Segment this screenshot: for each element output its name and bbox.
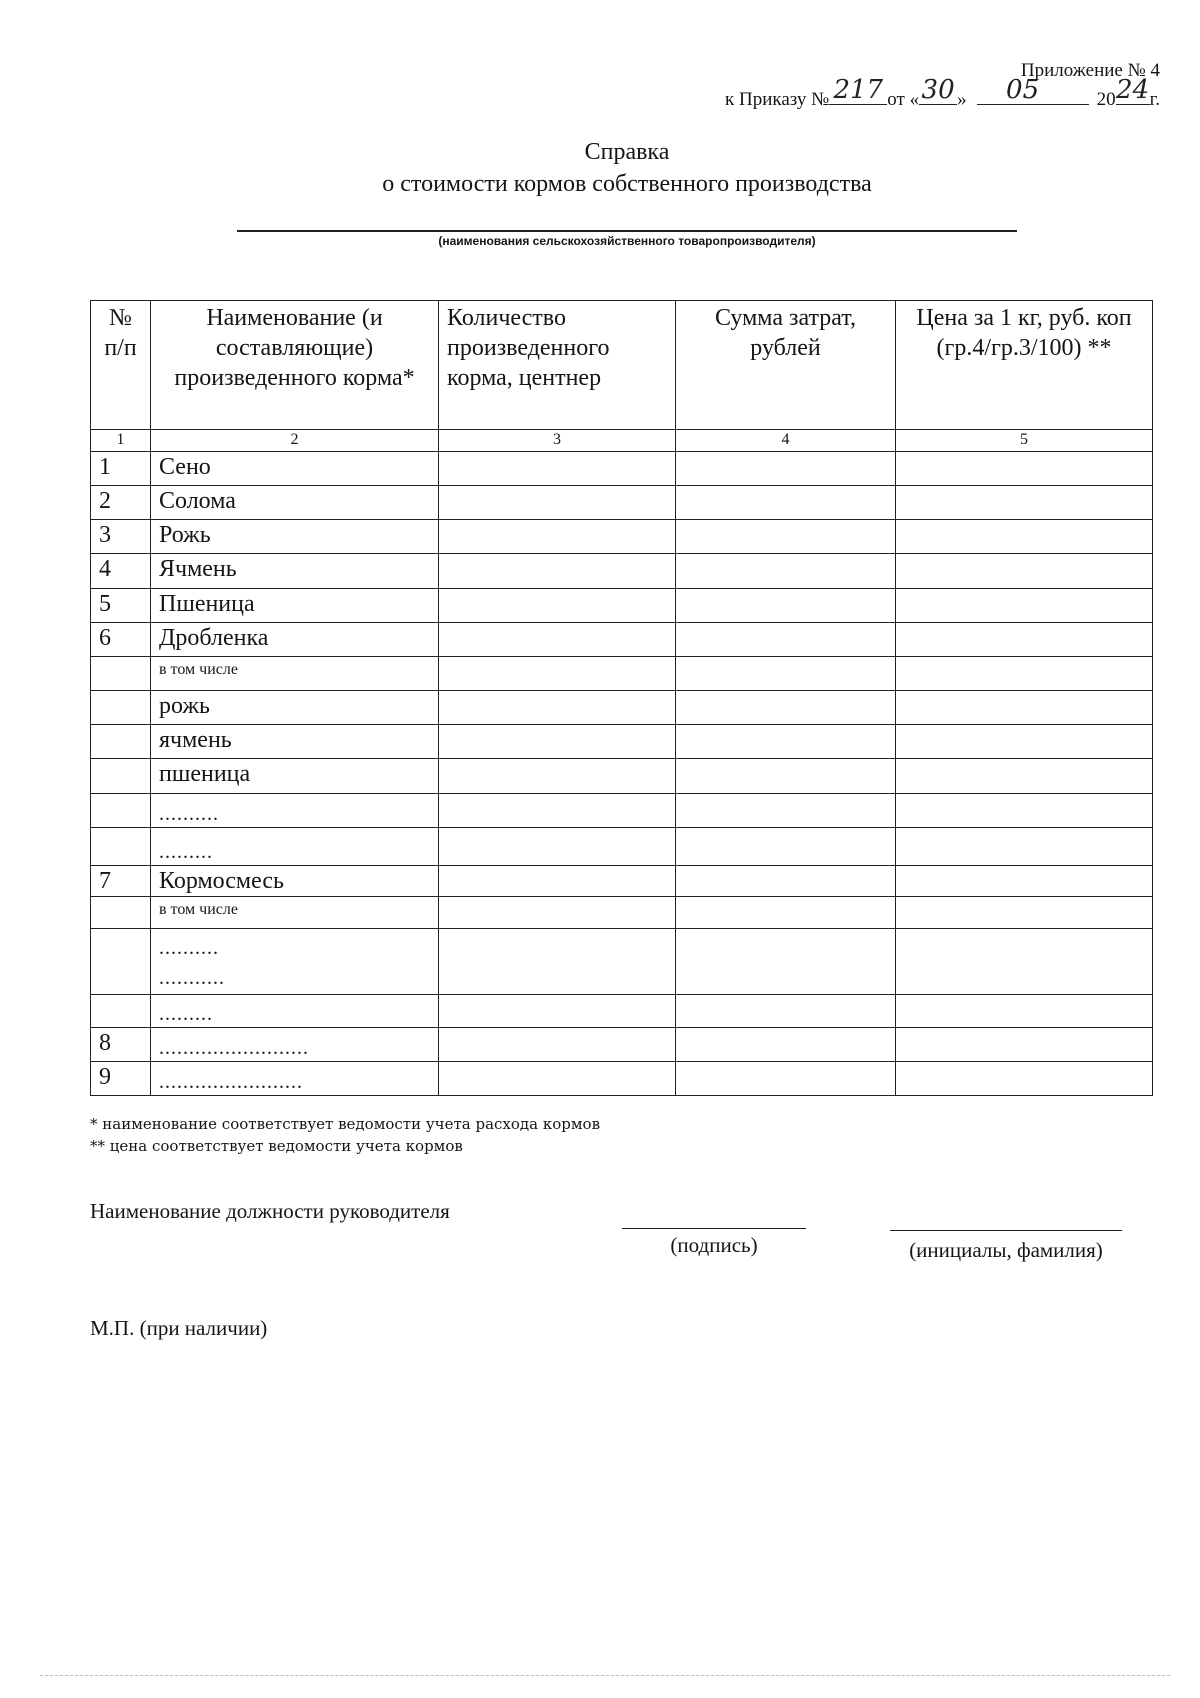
quantity-cell[interactable] bbox=[439, 622, 676, 656]
row-number bbox=[91, 759, 151, 793]
table-row bbox=[91, 759, 1153, 793]
table-row bbox=[91, 929, 1153, 995]
table-row bbox=[91, 554, 1153, 588]
header-name: Наименование (и составляющие) произведенного корма* bbox=[151, 301, 439, 430]
row-name: Дробленка bbox=[151, 622, 439, 656]
quantity-cell[interactable] bbox=[439, 691, 676, 725]
quantity-cell[interactable] bbox=[439, 725, 676, 759]
column-number: 3 bbox=[439, 430, 676, 452]
stamp-label: М.П. (при наличии) bbox=[90, 1316, 268, 1340]
row-name: ......... bbox=[151, 827, 439, 865]
row-number bbox=[91, 995, 151, 1027]
quantity-cell[interactable] bbox=[439, 827, 676, 865]
price-cell[interactable] bbox=[896, 759, 1153, 793]
date-from: от « bbox=[887, 89, 920, 110]
price-cell[interactable] bbox=[896, 793, 1153, 827]
row-name: Солома bbox=[151, 486, 439, 520]
row-number bbox=[91, 793, 151, 827]
cost-cell[interactable] bbox=[676, 995, 896, 1027]
header-number: № п/п bbox=[91, 301, 151, 430]
table-header-row bbox=[91, 301, 1153, 430]
quantity-cell[interactable] bbox=[439, 588, 676, 622]
table-row bbox=[91, 897, 1153, 929]
month-field bbox=[977, 75, 1089, 105]
quantity-cell[interactable] bbox=[439, 452, 676, 486]
order-reference bbox=[725, 75, 1160, 111]
quantity-cell[interactable] bbox=[439, 486, 676, 520]
row-number: 4 bbox=[91, 554, 151, 588]
row-number bbox=[91, 691, 151, 725]
date-close: » bbox=[957, 89, 967, 110]
row-number: 8 bbox=[91, 1027, 151, 1061]
table-row bbox=[91, 656, 1153, 690]
row-number: 6 bbox=[91, 622, 151, 656]
table-row bbox=[91, 520, 1153, 554]
row-number: 2 bbox=[91, 486, 151, 520]
row-name: пшеница bbox=[151, 759, 439, 793]
title-line-2: о стоимости кормов собственного производства bbox=[382, 171, 872, 197]
month: 05 bbox=[1006, 75, 1040, 105]
day: 30 bbox=[921, 75, 955, 105]
row-name: ячмень bbox=[151, 725, 439, 759]
cost-cell[interactable] bbox=[676, 793, 896, 827]
year-suffix: 24 bbox=[1116, 75, 1150, 105]
row-name-double bbox=[151, 929, 439, 995]
header-price: Цена за 1 кг, руб. коп (гр.4/гр.3/100) ** bbox=[896, 301, 1153, 430]
cost-cell[interactable] bbox=[676, 486, 896, 520]
header-cost: Сумма затрат, рублей bbox=[676, 301, 896, 430]
row-number bbox=[91, 725, 151, 759]
quantity-cell[interactable] bbox=[439, 793, 676, 827]
cost-cell[interactable] bbox=[676, 554, 896, 588]
name-caption: (инициалы, фамилия) bbox=[909, 1238, 1103, 1262]
table-row bbox=[91, 725, 1153, 759]
price-cell[interactable] bbox=[896, 452, 1153, 486]
quantity-cell[interactable] bbox=[439, 656, 676, 690]
cost-cell[interactable] bbox=[676, 588, 896, 622]
producer-caption: (наименования сельскохозяйственного товаропроизводителя) bbox=[438, 234, 816, 248]
price-cell[interactable] bbox=[896, 622, 1153, 656]
cost-cell[interactable] bbox=[676, 656, 896, 690]
row-name: .......... bbox=[151, 793, 439, 827]
row-name: рожь bbox=[151, 691, 439, 725]
row-number: 5 bbox=[91, 588, 151, 622]
price-cell[interactable] bbox=[896, 827, 1153, 865]
table-row bbox=[91, 588, 1153, 622]
row-name: ......... bbox=[151, 995, 439, 1027]
cost-cell[interactable] bbox=[676, 759, 896, 793]
order-prefix: к Приказу № bbox=[725, 89, 830, 110]
cost-cell[interactable] bbox=[676, 1061, 896, 1095]
price-cell[interactable] bbox=[896, 1027, 1153, 1061]
producer-name-line bbox=[237, 230, 1017, 232]
quantity-cell[interactable] bbox=[439, 759, 676, 793]
signature-line[interactable] bbox=[622, 1228, 806, 1229]
row-name: Пшеница bbox=[151, 588, 439, 622]
year-field bbox=[1116, 75, 1150, 105]
price-cell[interactable] bbox=[896, 588, 1153, 622]
row-number bbox=[91, 897, 151, 929]
cost-cell[interactable] bbox=[676, 929, 896, 995]
table-row bbox=[91, 793, 1153, 827]
price-cell[interactable] bbox=[896, 995, 1153, 1027]
cost-cell[interactable] bbox=[676, 865, 896, 896]
row-name: .......... bbox=[159, 937, 219, 960]
row-number: 3 bbox=[91, 520, 151, 554]
quantity-cell[interactable] bbox=[439, 865, 676, 896]
price-cell[interactable] bbox=[896, 520, 1153, 554]
cost-cell[interactable] bbox=[676, 1027, 896, 1061]
cost-cell[interactable] bbox=[676, 691, 896, 725]
row-name: Рожь bbox=[151, 520, 439, 554]
column-number: 5 bbox=[896, 430, 1153, 452]
page-bottom-edge bbox=[40, 1675, 1170, 1676]
row-name: в том числе bbox=[151, 897, 439, 929]
row-name: ........... bbox=[159, 967, 225, 990]
cost-cell[interactable] bbox=[676, 725, 896, 759]
price-cell[interactable] bbox=[896, 656, 1153, 690]
year-end: г. bbox=[1149, 89, 1160, 110]
quantity-cell[interactable] bbox=[439, 1061, 676, 1095]
row-name: Ячмень bbox=[151, 554, 439, 588]
price-cell[interactable] bbox=[896, 691, 1153, 725]
order-number-field bbox=[829, 75, 887, 105]
price-cell[interactable] bbox=[896, 725, 1153, 759]
price-cell[interactable] bbox=[896, 486, 1153, 520]
day-field bbox=[919, 75, 957, 105]
column-number: 4 bbox=[676, 430, 896, 452]
quantity-cell[interactable] bbox=[439, 1027, 676, 1061]
column-number: 1 bbox=[91, 430, 151, 452]
cost-cell[interactable] bbox=[676, 897, 896, 929]
row-number bbox=[91, 656, 151, 690]
column-number: 2 bbox=[151, 430, 439, 452]
table-row bbox=[91, 995, 1153, 1027]
table-row bbox=[91, 691, 1153, 725]
column-number-row bbox=[91, 430, 1153, 452]
row-name: ......................... bbox=[151, 1027, 439, 1061]
cost-cell[interactable] bbox=[676, 452, 896, 486]
quantity-cell[interactable] bbox=[439, 520, 676, 554]
signature-caption: (подпись) bbox=[670, 1233, 758, 1257]
table-row bbox=[91, 865, 1153, 896]
document-title bbox=[0, 136, 1200, 200]
table-row bbox=[91, 1061, 1153, 1095]
header-quantity: Количество произведенного корма, центнер bbox=[439, 301, 676, 430]
quantity-cell[interactable] bbox=[439, 897, 676, 929]
table-row bbox=[91, 622, 1153, 656]
footnote-name: * наименование соответствует ведомости учета расхода кормов bbox=[90, 1115, 601, 1133]
footnote-price: ** цена соответствует ведомости учета кормов bbox=[90, 1137, 463, 1155]
price-cell[interactable] bbox=[896, 865, 1153, 896]
year-prefix: 20 bbox=[1096, 89, 1116, 110]
cost-cell[interactable] bbox=[676, 622, 896, 656]
price-cell[interactable] bbox=[896, 897, 1153, 929]
cost-cell[interactable] bbox=[676, 827, 896, 865]
appendix-number: Приложение № 4 bbox=[1020, 60, 1160, 81]
table-row bbox=[91, 452, 1153, 486]
table-row bbox=[91, 1027, 1153, 1061]
title-line-1: Справка bbox=[584, 139, 670, 165]
row-name: в том числе bbox=[151, 656, 439, 690]
price-cell[interactable] bbox=[896, 554, 1153, 588]
row-number bbox=[91, 827, 151, 865]
table-row bbox=[91, 827, 1153, 865]
row-number: 9 bbox=[91, 1061, 151, 1095]
row-name: Сено bbox=[151, 452, 439, 486]
row-number: 7 bbox=[91, 865, 151, 896]
quantity-cell[interactable] bbox=[439, 554, 676, 588]
row-number bbox=[91, 929, 151, 995]
name-line[interactable] bbox=[890, 1230, 1122, 1231]
table-row bbox=[91, 486, 1153, 520]
footnotes bbox=[90, 1113, 600, 1157]
position-label: Наименование должности руководителя bbox=[90, 1199, 450, 1223]
price-cell[interactable] bbox=[896, 929, 1153, 995]
row-name: Кормосмесь bbox=[151, 865, 439, 896]
row-name: ........................ bbox=[151, 1061, 439, 1095]
price-cell[interactable] bbox=[896, 1061, 1153, 1095]
order-number: 217 bbox=[833, 75, 884, 105]
feed-cost-table bbox=[90, 300, 1153, 1096]
quantity-cell[interactable] bbox=[439, 995, 676, 1027]
quantity-cell[interactable] bbox=[439, 929, 676, 995]
row-number: 1 bbox=[91, 452, 151, 486]
cost-cell[interactable] bbox=[676, 520, 896, 554]
